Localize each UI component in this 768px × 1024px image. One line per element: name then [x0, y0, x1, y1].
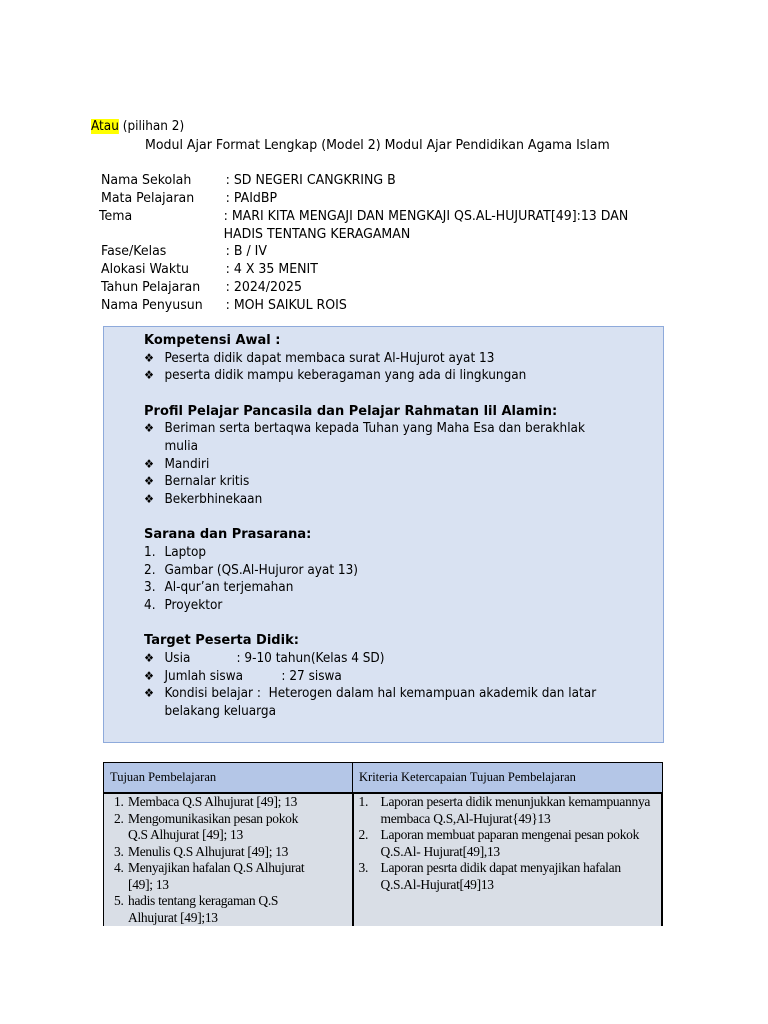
- info-value: : PAIdBP: [225, 190, 278, 206]
- pilihan-label: (pilihan 2): [122, 119, 185, 134]
- diamond-bullet-icon: ❖: [144, 668, 155, 683]
- list-item: 1. Laptop: [144, 544, 207, 560]
- item-number: 2.: [144, 562, 156, 578]
- info-label: Tema: [99, 208, 133, 224]
- list-item: 2. Mengomunikasikan pesan pokok Q.S Alhujurat [49]; 13: [114, 810, 299, 842]
- info-label: Tahun Pelajaran: [101, 279, 201, 295]
- list-item: ❖ Bekerbhinekaan: [144, 491, 263, 507]
- diamond-bullet-icon: ❖: [144, 350, 155, 365]
- list-item: ❖ Usia : 9-10 tahun(Kelas 4 SD): [144, 650, 385, 666]
- list-item: ❖ Peserta didik dapat membaca surat Al-Hujurot ayat 13: [144, 350, 495, 366]
- info-label: Fase/Kelas: [101, 243, 167, 259]
- list-item: 4. Proyektor: [144, 597, 223, 613]
- table-header-tujuan: Tujuan Pembelajaran: [104, 763, 353, 794]
- diamond-bullet-icon: ❖: [144, 474, 155, 489]
- list-item: ❖ Kondisi belajar : Heterogen dalam hal kemampuan akademik dan latar belakang keluarga: [144, 686, 597, 719]
- info-label: Nama Penyusun: [101, 297, 203, 313]
- profil-title: Profil Pelajar Pancasila dan Pelajar Rahmatan lil Alamin:: [144, 403, 558, 419]
- item-number: 3.: [144, 580, 156, 596]
- list-item: 5. hadis tentang keragaman Q.S Alhujurat [49];13: [114, 893, 279, 925]
- list-item: ❖ Beriman serta bertaqwa kepada Tuhan yang Maha Esa dan berakhlak mulia: [144, 421, 585, 454]
- list-item: ❖ peserta didik mampu keberagaman yang ada di lingkungan: [144, 368, 527, 384]
- item-number: 4.: [144, 597, 156, 613]
- diamond-bullet-icon: ❖: [144, 456, 155, 471]
- module-subtitle: Modul Ajar Format Lengkap (Model 2) Modul Ajar Pendidikan Agama Islam: [145, 137, 610, 153]
- diamond-bullet-icon: ❖: [144, 421, 155, 436]
- info-value: : 2024/2025: [225, 279, 302, 295]
- list-item: ❖ Mandiri: [144, 456, 210, 472]
- target-title: Target Peserta Didik:: [144, 633, 299, 649]
- info-value: : 4 X 35 MENIT: [225, 261, 318, 277]
- list-item: ❖ Bernalar kritis: [144, 474, 250, 490]
- atau-highlight: Atau: [91, 119, 119, 134]
- list-item: 2. Gambar (QS.Al-Hujuror ayat 13): [144, 562, 359, 578]
- list-item: 3. Menulis Q.S Alhujurat [49]; 13: [114, 843, 289, 859]
- diamond-bullet-icon: ❖: [144, 650, 155, 665]
- learning-objectives-table: [103, 762, 663, 926]
- info-label: Mata Pelajaran: [101, 190, 195, 206]
- info-label: Alokasi Waktu: [101, 261, 189, 277]
- table-header-kriteria: Kriteria Ketercapaian Tujuan Pembelajaran: [353, 763, 663, 794]
- list-item: 3. Laporan pesrta didik dapat menyajikan hafalan Q.S.Al-Hujurat[49]13: [358, 860, 621, 892]
- competency-content: [144, 332, 614, 720]
- list-item: 4. Menyajikan hafalan Q.S Alhujurat [49]; 13: [114, 860, 305, 892]
- diamond-bullet-icon: ❖: [144, 491, 155, 506]
- info-value: : MARI KITA MENGAJI DAN MENGKAJI QS.AL-HUJURAT[49]:13 DAN: [223, 208, 629, 224]
- list-item: ❖ Jumlah siswa : 27 siswa: [144, 668, 342, 684]
- diamond-bullet-icon: ❖: [144, 686, 155, 701]
- info-label: Nama Sekolah: [101, 172, 192, 188]
- option-line: [91, 118, 184, 135]
- sarana-title: Sarana dan Prasarana:: [144, 527, 312, 543]
- info-value: : SD NEGERI CANGKRING B: [225, 172, 396, 188]
- list-item: 3. Al-qur’an terjemahan: [144, 580, 294, 596]
- list-item: 1. Membaca Q.S Alhujurat [49]; 13: [114, 794, 298, 809]
- list-item: 1. Laporan peserta didik menunjukkan kemampuannya membaca Q.S,Al-Hujurat{49}13: [358, 794, 651, 826]
- competency-box: [103, 326, 664, 743]
- tujuan-cell: [104, 793, 353, 926]
- kriteria-cell: [353, 793, 663, 926]
- info-value: : B / IV: [225, 243, 267, 259]
- list-item: 2. Laporan membuat paparan mengenai pesan pokok Q.S.Al- Hujurat[49],13: [358, 827, 640, 859]
- kompetensi-title: Kompetensi Awal :: [144, 333, 281, 348]
- diamond-bullet-icon: ❖: [144, 368, 155, 383]
- item-number: 1.: [144, 544, 156, 560]
- info-value-cont: HADIS TENTANG KERAGAMAN: [223, 226, 411, 242]
- info-value: : MOH SAIKUL ROIS: [225, 297, 347, 313]
